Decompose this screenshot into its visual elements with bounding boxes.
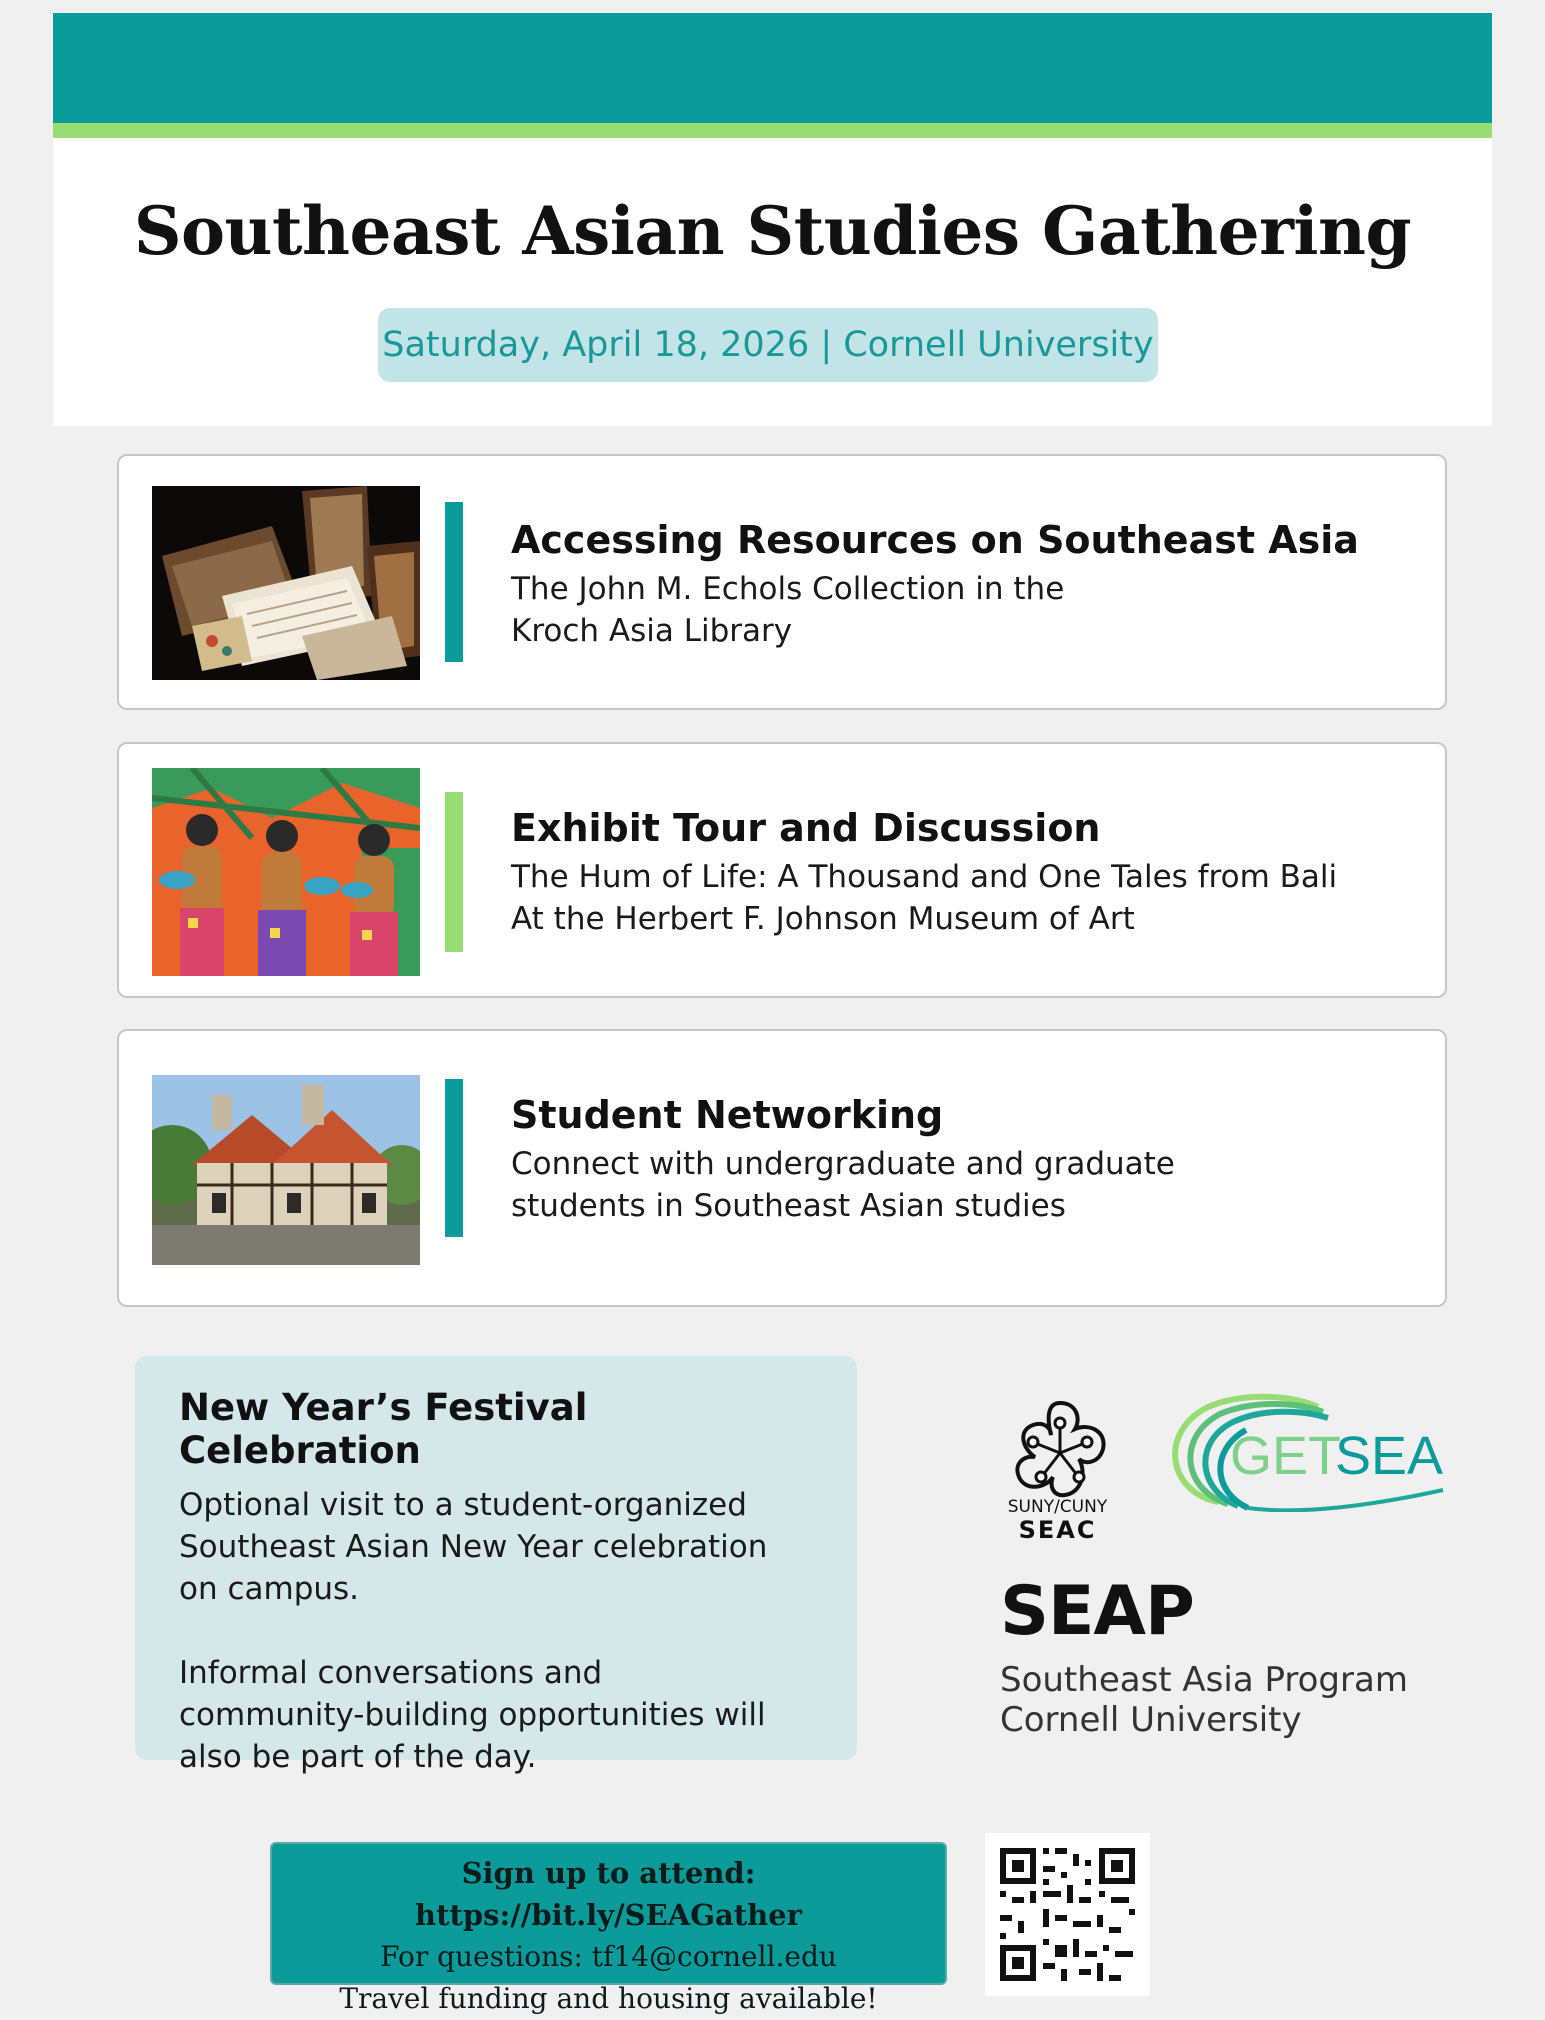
seac-line1: SUNY/CUNY: [1007, 1497, 1108, 1517]
signup-box: [270, 1842, 947, 2015]
seac-line2: SEAC: [1018, 1516, 1097, 1544]
seap-title: SEAP: [1000, 1572, 1194, 1651]
contact-email-line[interactable]: For questions: tf14@cornell.edu: [380, 1940, 837, 1973]
header-stripe: [53, 123, 1492, 138]
event-card-networking: [117, 1029, 1447, 1307]
card-text: [511, 1093, 1175, 1227]
page-title: Southeast Asian Studies Gathering: [133, 192, 1412, 270]
card-subtitle-line: Connect with undergraduate and graduate: [511, 1146, 1175, 1182]
festival-line: Optional visit to a student-organized: [179, 1487, 747, 1523]
card-subtitle-line: At the Herbert F. Johnson Museum of Art: [511, 901, 1135, 937]
signup-link-line[interactable]: Sign up to attend: https://bit.ly/SEAGather: [415, 1856, 802, 1932]
festival-line: Southeast Asian New Year celebration: [179, 1529, 768, 1565]
date-location-badge: Saturday, April 18, 2026 | Cornell University: [378, 308, 1158, 382]
paragraph-gap: [179, 1610, 813, 1652]
seap-sub-line: Cornell University: [1000, 1700, 1302, 1740]
event-card-exhibit: [117, 742, 1447, 998]
card-subtitle-line: students in Southeast Asian studies: [511, 1188, 1066, 1224]
seap-sub-line: Southeast Asia Program: [1000, 1660, 1408, 1700]
event-card-resources: [117, 454, 1447, 710]
card-subtitle-line: The John M. Echols Collection in the: [511, 571, 1065, 607]
card-title: Accessing Resources on Southeast Asia: [511, 518, 1359, 562]
seap-subtitle: [1000, 1660, 1408, 1740]
header-panel: [53, 138, 1492, 426]
festival-line: on campus.: [179, 1571, 360, 1607]
balinese-painting: [152, 768, 420, 976]
card-accent-bar: [445, 1079, 463, 1237]
card-subtitle-line: The Hum of Life: A Thousand and One Tales from Bali: [511, 859, 1338, 895]
getsea-text-sea: SEA: [1335, 1426, 1444, 1486]
manuscripts-photo: [152, 486, 420, 680]
getsea-text-get: GET: [1230, 1426, 1342, 1486]
funding-note: Travel funding and housing available!: [339, 1982, 878, 2015]
header-band: [53, 13, 1492, 123]
campus-building-photo: [152, 1075, 420, 1265]
getsea-logo: [1148, 1392, 1448, 1512]
card-accent-bar: [445, 502, 463, 662]
festival-line: Informal conversations and: [179, 1655, 603, 1691]
card-text: [511, 806, 1337, 940]
card-title: Student Networking: [511, 1093, 944, 1137]
qr-code[interactable]: [985, 1833, 1150, 1996]
festival-title: New Year’s Festival Celebration: [179, 1386, 588, 1472]
festival-line: also be part of the day.: [179, 1739, 537, 1775]
card-accent-bar: [445, 792, 463, 952]
card-title: Exhibit Tour and Discussion: [511, 806, 1101, 850]
card-subtitle-line: Kroch Asia Library: [511, 613, 793, 649]
card-text: [511, 518, 1359, 652]
festival-box: [135, 1356, 857, 1775]
festival-line: community-building opportunities will: [179, 1697, 766, 1733]
